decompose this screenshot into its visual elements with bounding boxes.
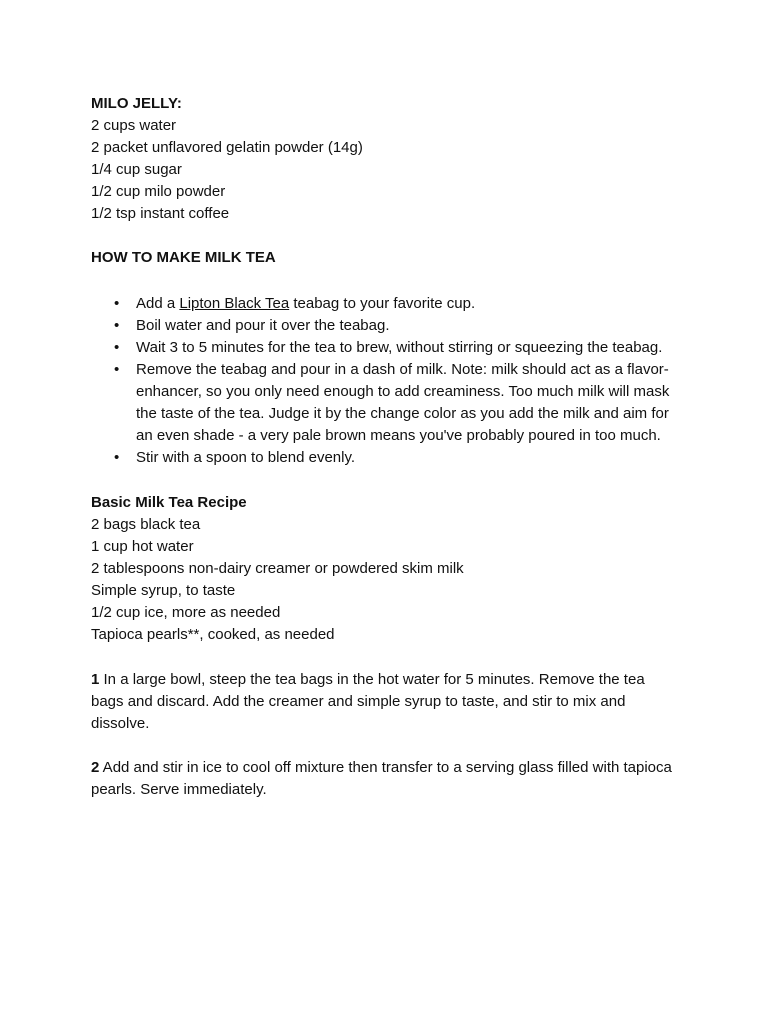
bullet-icon: • [114, 317, 120, 334]
milo-jelly-title: MILO JELLY: [91, 95, 182, 112]
step-text: Add a [136, 295, 180, 312]
step-number: 1 [91, 671, 100, 688]
step-number: 2 [91, 759, 100, 776]
milk-tea-title: HOW TO MAKE MILK TEA [91, 249, 276, 266]
step-text: teabag to your favorite cup. [289, 295, 476, 312]
ingredient-line: 2 bags black tea [91, 516, 201, 533]
ingredient-line: 1/2 cup ice, more as needed [91, 604, 281, 621]
ingredient-line: Tapioca pearls**, cooked, as needed [91, 626, 335, 643]
step-text: Stir with a spoon to blend evenly. [136, 449, 356, 466]
ingredient-line: 1/2 tsp instant coffee [91, 205, 230, 222]
bullet-icon: • [114, 449, 120, 466]
instruction-step-1 [91, 669, 681, 735]
bullet-icon: • [114, 361, 120, 378]
document-page [91, 93, 691, 801]
bullet-icon: • [114, 295, 120, 312]
ingredient-line: 1/4 cup sugar [91, 161, 182, 178]
step-text: Add and stir in ice to cool off mixture then transfer to a serving glass filled with tapioca pearls. Serve immediately. [91, 759, 672, 798]
step-text: Remove the teabag and pour in a dash of milk. Note: milk should act as a flavor-enhancer, so you only need enough to add creaminess. Too much milk will mask the taste of the tea. Judge it by the change color as you add the milk and aim for an even shade - a very pale brown means you've probably poured in too much. [136, 361, 670, 444]
step-text: Wait 3 to 5 minutes for the tea to brew, without stirring or squeezing the teabag. [136, 339, 663, 356]
milk-tea-steps [91, 293, 691, 469]
basic-recipe-title: Basic Milk Tea Recipe [91, 494, 247, 511]
ingredient-line: 1 cup hot water [91, 538, 194, 555]
list-item [91, 315, 676, 337]
ingredient-line: 2 cups water [91, 117, 177, 134]
lipton-black-tea-link[interactable]: Lipton Black Tea [179, 295, 290, 312]
list-item [91, 359, 676, 447]
ingredient-line: 2 tablespoons non-dairy creamer or powdered skim milk [91, 560, 464, 577]
instruction-step-2 [91, 757, 681, 801]
list-item [91, 337, 676, 359]
ingredient-line: 2 packet unflavored gelatin powder (14g) [91, 139, 363, 156]
bullet-icon: • [114, 339, 120, 356]
step-text: Boil water and pour it over the teabag. [136, 317, 390, 334]
ingredient-line: Simple syrup, to taste [91, 582, 236, 599]
list-item [91, 293, 676, 315]
step-text: In a large bowl, steep the tea bags in the hot water for 5 minutes. Remove the tea bags and discard. Add the creamer and simple syrup to taste, and stir to mix and dissolve. [91, 671, 645, 732]
ingredient-line: 1/2 cup milo powder [91, 183, 226, 200]
list-item [91, 447, 676, 469]
